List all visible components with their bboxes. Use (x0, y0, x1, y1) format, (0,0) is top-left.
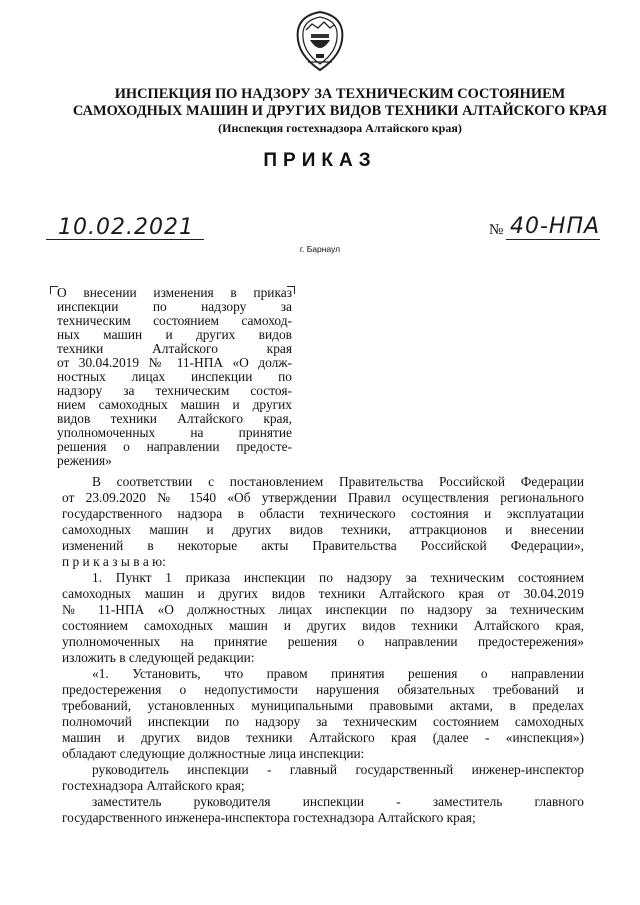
subject-line: ных машин и других видов (57, 328, 292, 342)
order-body (62, 474, 584, 826)
document-title: ПРИКАЗ (263, 150, 377, 171)
subject-line: от 30.04.2019 № 11-НПА «О долж- (57, 356, 292, 370)
body-line: обладают следующие должностные лица инспекции: (62, 746, 365, 761)
body-line: руководитель инспекции - главный государственный инженер-инспектор (92, 762, 584, 777)
body-line: государственного инженера-инспектора гостехнадзора Алтайского края; (62, 810, 476, 825)
subject-line: техническим состоянием самоход- (57, 314, 292, 328)
subject-line: решения о направлении предосте- (57, 440, 292, 454)
body-line: требований, установленных муниципальными правовыми актами, в пределах (62, 698, 584, 713)
body-line: В соответствии с постановлением Правительства Российской Федерации (92, 474, 584, 489)
coat-of-arms-emblem (294, 10, 346, 72)
number-label: № (489, 222, 504, 238)
body-line: государственного надзора в области технического состояния и эксплуатации (62, 506, 584, 521)
body-line: состоянием самоходных машин и других видов техники Алтайского края, (62, 618, 584, 633)
body-line: изменений в некоторые акты Правительства Российской Федерации», (62, 538, 584, 553)
order-subject (57, 286, 292, 468)
order-verb: п р и к а з ы в а ю: (62, 554, 166, 569)
body-line: гостехнадзора Алтайского края; (62, 778, 245, 793)
body-line: уполномоченных на принятие решения о направлении предостережения» (62, 634, 584, 649)
handwritten-number: 40-НПА (510, 214, 601, 239)
city-label: г. Барнаул (299, 244, 341, 254)
subject-line: нием самоходных машин и других (57, 398, 292, 412)
subject-line: ностных лицах инспекции по (57, 370, 292, 384)
body-line: самоходных машин и других видов техники Алтайского края от 30.04.2019 (62, 586, 584, 601)
handwritten-date: 10.02.2021 (58, 215, 194, 240)
body-line: заместитель руководителя инспекции - заместитель главного (92, 794, 584, 809)
subject-line: инспекции по надзору за (57, 300, 292, 314)
order-number (510, 214, 600, 239)
subject-line: О внесении изменения в приказ (57, 286, 292, 300)
date-underline (46, 239, 204, 240)
body-line: № 11-НПА «О должностных лицах инспекции по надзору за техническим (62, 602, 584, 617)
organization-short-name: (Инспекция гостехнадзора Алтайского края) (218, 121, 462, 135)
subject-line: надзору за техническим состоя- (57, 384, 292, 398)
body-line: самоходных машин и других видов техники, аттракционов и внесении (62, 522, 584, 537)
number-underline (506, 239, 600, 240)
body-line: предостережения о недопустимости нарушения обязательных требований и (62, 682, 584, 697)
body-line: от 23.09.2020 № 1540 «Об утверждении Правил осуществления регионального (62, 490, 584, 505)
order-date (58, 215, 208, 240)
body-line: 1. Пункт 1 приказа инспекции по надзору за техническим состоянием (92, 570, 584, 585)
body-line: изложить в следующей редакции: (62, 650, 255, 665)
subject-line: режения» (57, 454, 112, 468)
organization-name-line-1: ИНСПЕКЦИЯ ПО НАДЗОРУ ЗА ТЕХНИЧЕСКИМ СОСТОЯНИЕМ (114, 86, 566, 102)
subject-line: техники Алтайского края (57, 342, 292, 356)
subject-line: видов техники Алтайского края, (57, 412, 292, 426)
body-line: полномочий инспекции по надзору за техническим состоянием самоходных (62, 714, 584, 729)
body-line: машин и других видов техники Алтайского края (далее - «инспекция») (62, 730, 584, 745)
body-line: «1. Установить, что правом принятия решения о направлении (92, 666, 584, 681)
subject-line: уполномоченных на принятие (57, 426, 292, 440)
organization-name-line-2: САМОХОДНЫХ МАШИН И ДРУГИХ ВИДОВ ТЕХНИКИ АЛТАЙСКОГО КРАЯ (72, 103, 608, 119)
